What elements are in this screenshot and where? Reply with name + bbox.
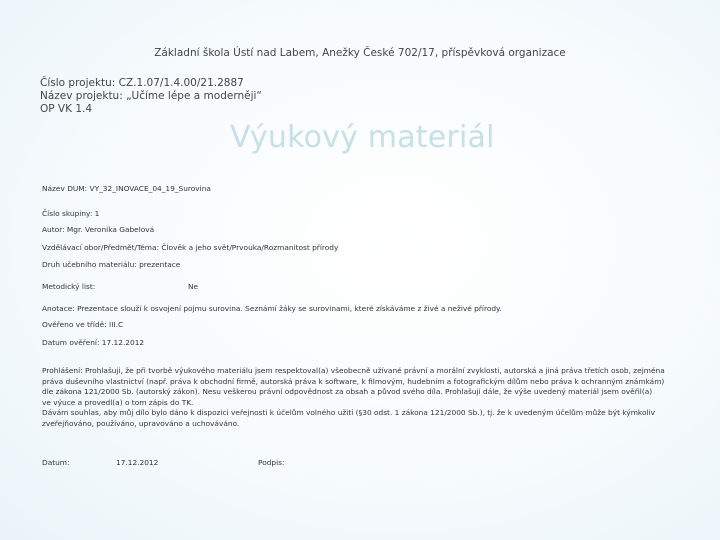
declaration-line: Prohlášení: Prohlašuji, že při tvorbě výukového materiálu jsem respektoval(a) všeobecně užívané právní a morální zvyklosti, autorská a jiná práva třetích osob, zejména	[42, 366, 665, 375]
dum-name: Název DUM: VY_32_INOVACE_04_19_Surovina	[42, 184, 211, 193]
author: Autor: Mgr. Veronika Gabelová	[42, 225, 155, 234]
project-name: Název projektu: „Učíme lépe a moderněji“	[40, 90, 262, 102]
declaration-line: ve výuce a provedl(a) o tom zápis do TK.	[42, 397, 194, 407]
subject-theme: Vzdělávací obor/Předmět/Téma: Člověk a jeho svět/Prvouka/Rozmanitost přírody	[42, 243, 339, 252]
page-title: Výukový materiál	[230, 120, 495, 155]
material-type: Druh učebního materiálu: prezentace	[42, 260, 181, 269]
project-program: OP VK 1.4	[40, 103, 93, 115]
methodic-list-label: Metodický list:	[42, 282, 96, 291]
declaration-line: Dávám souhlas, aby můj dílo bylo dáno k dispozici veřejnosti k účelům volného užití (§30 odst. 1 zákona 121/2000 Sb.), tj. že k uvedeným účelům může být kýmkoliv	[42, 408, 655, 417]
methodic-list-value: Ne	[188, 282, 199, 291]
declaration	[42, 366, 692, 429]
project-number: Číslo projektu: CZ.1.07/1.4.00/21.2887	[40, 77, 244, 89]
verified-date: Datum ověření: 17.12.2012	[42, 338, 145, 347]
verified-class: Ověřeno ve třídě: III.C	[42, 320, 124, 329]
declaration-line: zveřejňováno, používáno, upravováno a uchováváno.	[42, 418, 240, 428]
signature-label: Podpis:	[258, 458, 285, 467]
declaration-line: dle zákona 121/2000 Sb. (autorský zákon). Nesu veškerou právní odpovědnost za obsah a původ svého díla. Prohlašuji dále, že výše uvedený materiál jsem ověřil(a)	[42, 387, 653, 396]
declaration-line: práva duševního vlastnictví (např. práva k obchodní firmě, autorská práva k software, k filmovým, hudebním a fotografickým dílům nebo práva k ochranným známkám)	[42, 376, 665, 386]
annotation: Anotace: Prezentace slouží k osvojení pojmu surovina. Seznámí žáky se surovinami, které získáváme z živé a neživé přírody.	[42, 304, 502, 313]
date-value: 17.12.2012	[116, 458, 159, 467]
school-name: Základní škola Ústí nad Labem, Anežky České 702/17, příspěvková organizace	[154, 47, 566, 59]
date-label: Datum:	[42, 458, 70, 467]
group-number: Číslo skupiny: 1	[42, 209, 100, 218]
